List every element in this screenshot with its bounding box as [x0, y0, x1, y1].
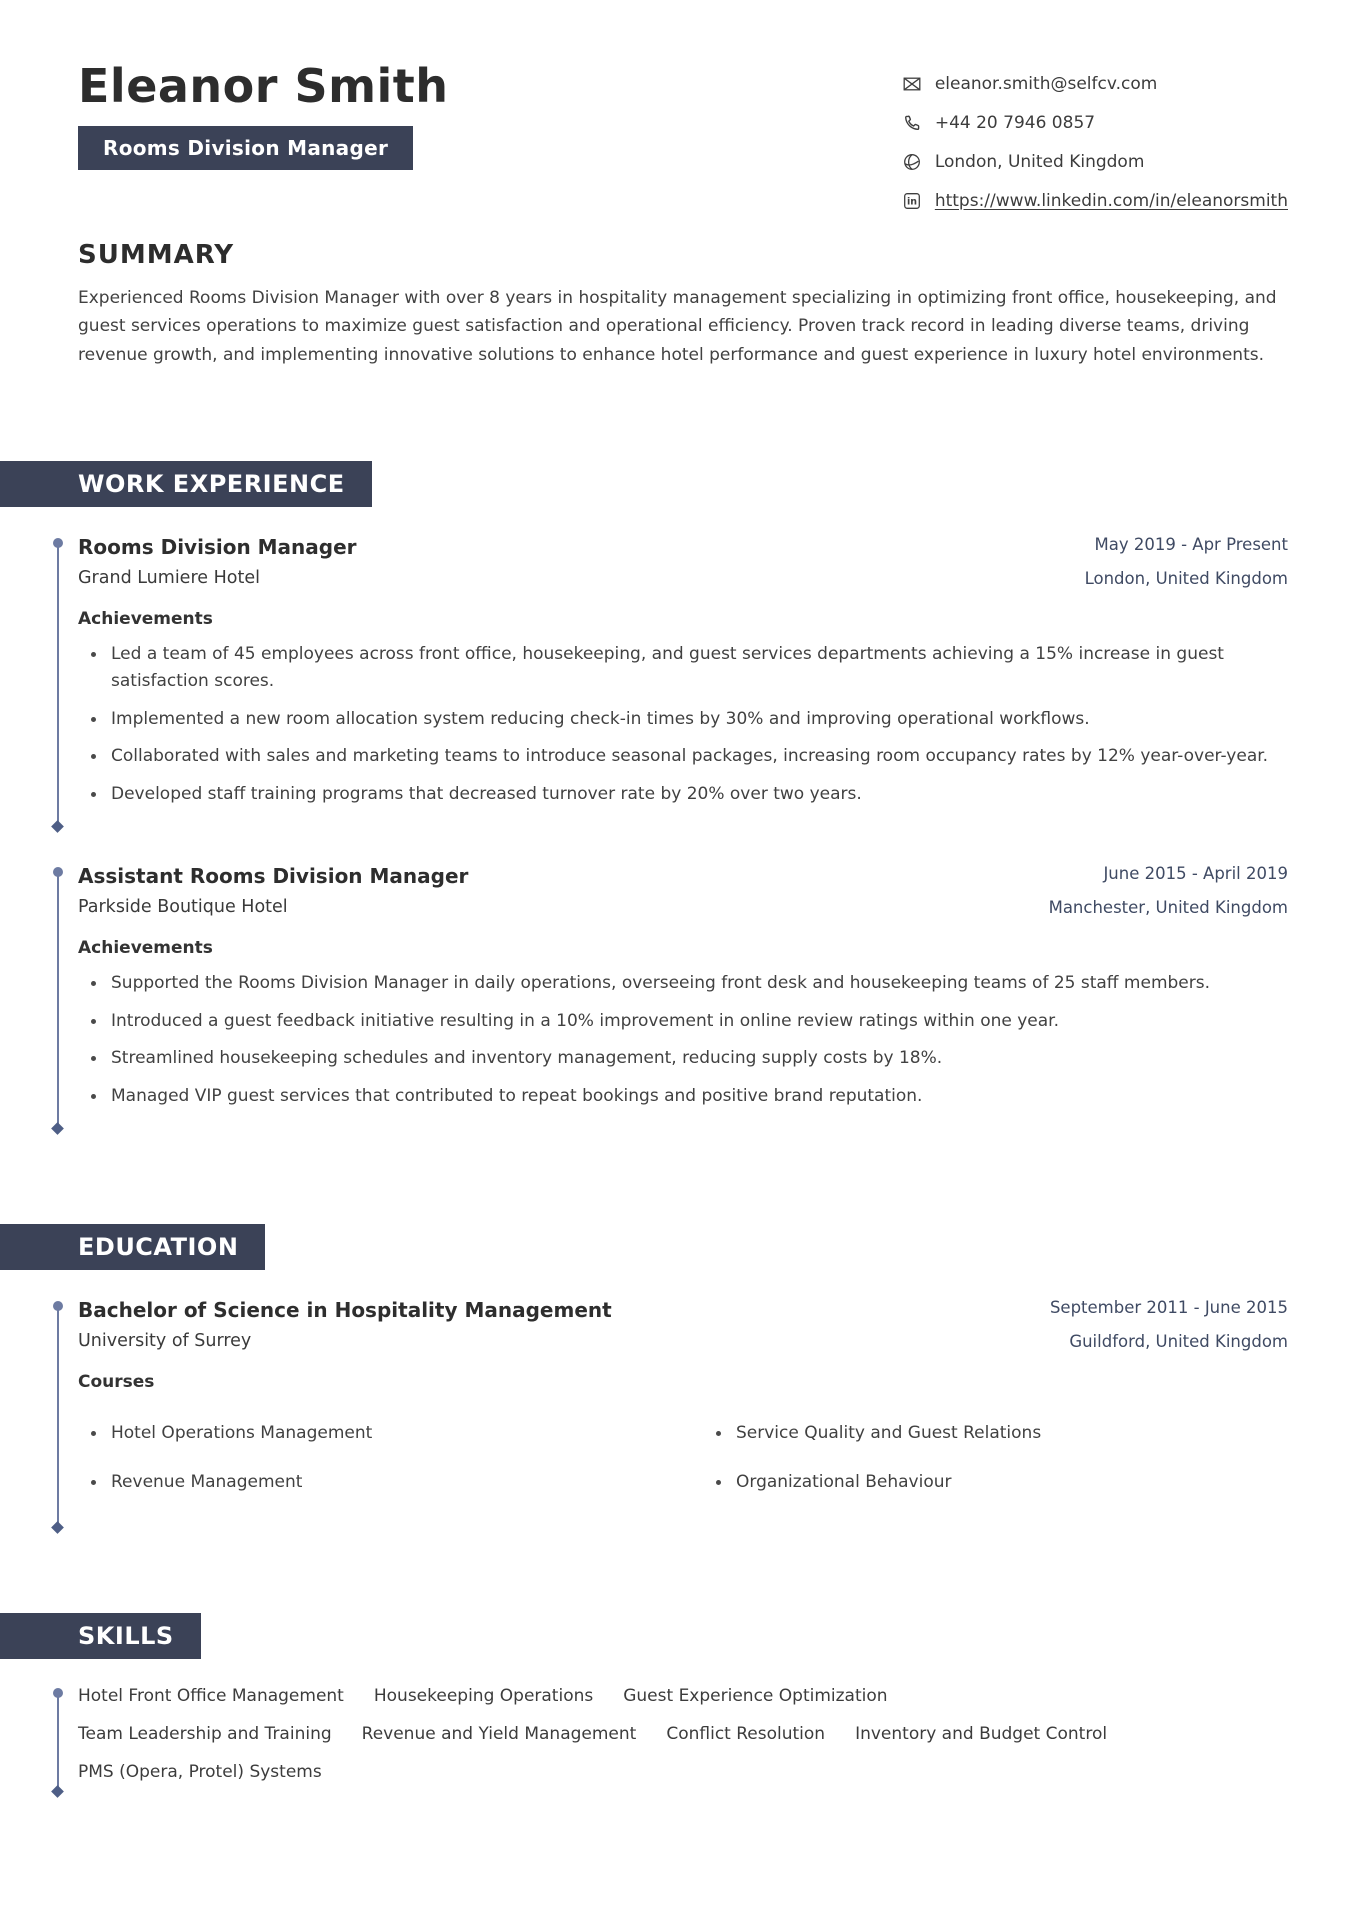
work-entry-head	[78, 535, 1288, 589]
phone-icon	[902, 113, 922, 133]
contact-location-row	[902, 152, 1288, 172]
achievement-item: Managed VIP guest services that contributed to repeat bookings and positive brand reputation.	[78, 1083, 1288, 1111]
contact-email-row	[902, 74, 1288, 94]
work-experience-band: WORK EXPERIENCE	[0, 461, 372, 507]
job-dates: May 2019 - Apr Present	[1094, 535, 1288, 555]
contact-location-text: London, United Kingdom	[934, 152, 1145, 172]
skill-item: Guest Experience Optimization	[623, 1685, 888, 1706]
achievements-label: Achievements	[78, 608, 213, 629]
timeline-diamond	[51, 1785, 64, 1798]
skill-item: Team Leadership and Training	[78, 1723, 332, 1744]
skills-row	[78, 1685, 1288, 1707]
job-title: Assistant Rooms Division Manager	[78, 864, 469, 889]
degree-title: Bachelor of Science in Hospitality Management	[78, 1298, 612, 1323]
achievements-list	[78, 641, 1288, 809]
summary-section	[78, 240, 1288, 369]
courses-left-column	[78, 1420, 703, 1519]
course-item: Service Quality and Guest Relations	[703, 1420, 1288, 1448]
timeline-diamond	[51, 1122, 64, 1135]
svg-text:in: in	[906, 196, 917, 208]
work-entry-head	[78, 864, 1288, 918]
job-dates: June 2015 - April 2019	[1103, 864, 1288, 884]
skills-row	[78, 1761, 1288, 1783]
contact-email-text: eleanor.smith@selfcv.com	[934, 74, 1158, 94]
contact-phone-row	[902, 113, 1288, 133]
header	[78, 60, 1288, 230]
skill-item: Housekeeping Operations	[373, 1685, 594, 1706]
contact-block	[902, 74, 1288, 230]
job-location: Manchester, United Kingdom	[1048, 898, 1288, 918]
company-name: Grand Lumiere Hotel	[78, 568, 260, 589]
timeline-dot	[53, 867, 63, 877]
school-name: University of Surrey	[78, 1331, 252, 1352]
contact-linkedin-row	[902, 191, 1288, 211]
achievement-item: Led a team of 45 employees across front office, housekeeping, and guest services departments achieving a 15% increase in guest satisfaction scores.	[78, 641, 1288, 696]
achievement-item: Streamlined housekeeping schedules and inventory management, reducing supply costs by 18%.	[78, 1045, 1288, 1073]
timeline-diamond	[51, 821, 64, 834]
skill-item: PMS (Opera, Protel) Systems	[78, 1761, 322, 1782]
identity-block	[78, 60, 449, 170]
work-experience-section	[78, 369, 1288, 1130]
courses-right-column	[703, 1420, 1288, 1519]
summary-text: Experienced Rooms Division Manager with over 8 years in hospitality management specializing in optimizing front office, housekeeping, and guest services operations to maximize guest satisfaction and operational efficiency. Proven track record in leading diverse teams, driving revenue growth, and implementing innovative solutions to enhance hotel performance and guest experience in luxury hotel environments.	[78, 288, 1277, 365]
education-location: Guildford, United Kingdom	[1069, 1331, 1288, 1351]
timeline-dot	[53, 1688, 63, 1698]
course-item: Organizational Behaviour	[703, 1469, 1288, 1497]
timeline-dot	[53, 1301, 63, 1311]
achievements-label: Achievements	[78, 937, 213, 958]
job-title: Rooms Division Manager	[78, 535, 357, 560]
course-item: Revenue Management	[78, 1469, 703, 1497]
work-entry	[78, 535, 1288, 828]
skills-band: SKILLS	[0, 1613, 201, 1659]
skills-row	[78, 1723, 1288, 1745]
achievement-item: Developed staff training programs that decreased turnover rate by 20% over two years.	[78, 781, 1288, 809]
skills-list	[78, 1685, 1288, 1793]
achievement-item: Introduced a guest feedback initiative resulting in a 10% improvement in online review ratings within one year.	[78, 1008, 1288, 1036]
skill-item: Conflict Resolution	[666, 1723, 826, 1744]
skill-item: Inventory and Budget Control	[855, 1723, 1108, 1744]
courses-label: Courses	[78, 1371, 155, 1392]
candidate-name: Eleanor Smith	[78, 59, 449, 113]
achievements-list	[78, 970, 1288, 1110]
courses-grid	[78, 1408, 1288, 1519]
job-title-badge: Rooms Division Manager	[78, 126, 413, 170]
company-name: Parkside Boutique Hotel	[78, 897, 288, 918]
education-band: EDUCATION	[0, 1224, 265, 1270]
linkedin-link[interactable]: https://www.linkedin.com/in/eleanorsmith	[934, 191, 1288, 211]
summary-heading: SUMMARY	[78, 240, 235, 270]
skill-item: Hotel Front Office Management	[78, 1685, 344, 1706]
education-section	[78, 1130, 1288, 1529]
education-dates: September 2011 - June 2015	[1049, 1298, 1288, 1318]
linkedin-icon	[902, 191, 922, 211]
work-entry	[78, 864, 1288, 1130]
contact-phone-text: +44 20 7946 0857	[934, 113, 1096, 133]
skills-section	[78, 1529, 1288, 1793]
envelope-icon	[902, 74, 922, 94]
education-entry	[78, 1298, 1288, 1529]
timeline-diamond	[51, 1521, 64, 1534]
job-location: London, United Kingdom	[1084, 568, 1288, 588]
skill-item: Revenue and Yield Management	[361, 1723, 637, 1744]
education-entry-head	[78, 1298, 1288, 1352]
globe-icon	[902, 152, 922, 172]
achievement-item: Implemented a new room allocation system reducing check-in times by 30% and improving operational workflows.	[78, 706, 1288, 734]
timeline-dot	[53, 538, 63, 548]
achievement-item: Supported the Rooms Division Manager in daily operations, overseeing front desk and housekeeping teams of 25 staff members.	[78, 970, 1288, 998]
course-item: Hotel Operations Management	[78, 1420, 703, 1448]
achievement-item: Collaborated with sales and marketing teams to introduce seasonal packages, increasing room occupancy rates by 12% year-over-year.	[78, 743, 1288, 771]
